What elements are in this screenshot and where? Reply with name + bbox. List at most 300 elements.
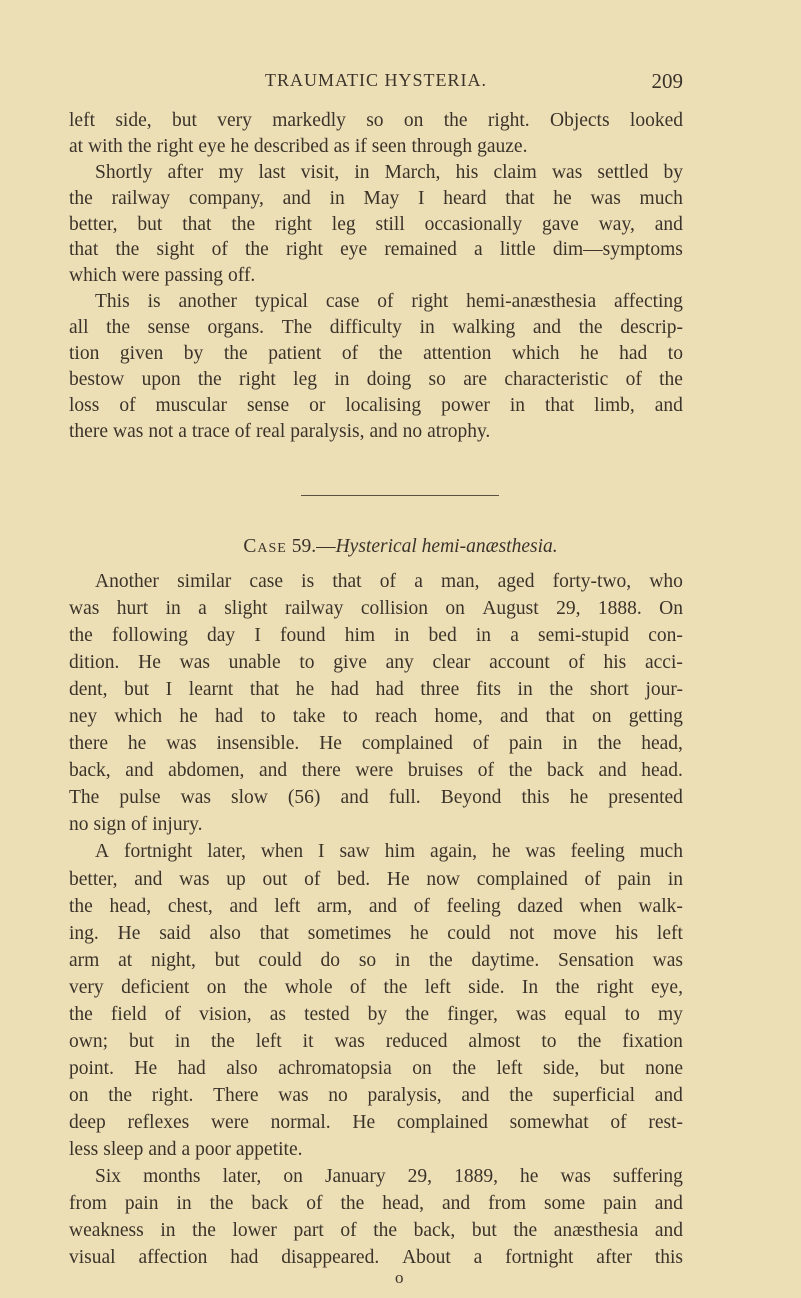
word: of xyxy=(568,652,585,674)
word: a xyxy=(474,239,483,261)
word: The xyxy=(281,317,313,339)
text-line xyxy=(69,1190,683,1217)
word: back, xyxy=(413,1220,456,1242)
word: in xyxy=(174,1030,190,1052)
word: had xyxy=(230,1247,259,1269)
word: In xyxy=(521,976,539,998)
word: a xyxy=(198,598,207,620)
text-line xyxy=(69,676,683,703)
text-line xyxy=(69,595,683,622)
word: given xyxy=(119,343,164,365)
word: is xyxy=(147,291,161,313)
word: to xyxy=(342,706,358,728)
word: left xyxy=(255,1030,282,1052)
word: paralysis, xyxy=(290,420,365,442)
word: in xyxy=(394,949,411,971)
word: the xyxy=(69,895,93,917)
word: was xyxy=(525,841,556,863)
word: case xyxy=(325,291,360,313)
word: and xyxy=(598,760,627,782)
word: sense xyxy=(246,394,290,416)
word: August xyxy=(482,598,539,620)
word: I xyxy=(318,841,325,863)
text-line xyxy=(69,1001,683,1028)
word: left xyxy=(69,110,95,131)
word: fixation xyxy=(622,1030,683,1052)
word: arm, xyxy=(316,895,353,917)
word: later, xyxy=(222,1166,262,1188)
text-line xyxy=(69,866,683,893)
text-line xyxy=(69,703,683,730)
word: said xyxy=(159,922,191,944)
word: in xyxy=(160,1220,176,1242)
word: unable xyxy=(228,652,281,674)
word: the xyxy=(383,976,408,998)
word: also xyxy=(209,922,241,944)
word: looked xyxy=(629,110,683,131)
text-line xyxy=(69,341,683,367)
word: he xyxy=(127,733,147,755)
word: that xyxy=(182,213,212,235)
text-line xyxy=(69,160,683,186)
word: and xyxy=(369,420,398,442)
word: slow xyxy=(231,787,268,809)
word: saw xyxy=(339,841,370,863)
word: the xyxy=(108,1084,133,1106)
word: trace xyxy=(191,420,230,442)
word: vision, xyxy=(199,1003,252,1025)
word: con- xyxy=(648,625,683,647)
word: remained xyxy=(384,239,457,261)
word: at xyxy=(69,135,84,157)
text-line xyxy=(69,212,683,238)
word: all xyxy=(69,317,89,339)
text-line xyxy=(69,1028,683,1055)
page-number: 209 xyxy=(651,69,683,93)
word: there xyxy=(69,733,108,755)
word: left xyxy=(656,922,683,944)
word: in xyxy=(176,1193,192,1215)
word: of xyxy=(477,760,494,782)
word: and xyxy=(654,213,683,235)
text-line xyxy=(69,1082,683,1109)
word: eye, xyxy=(651,976,683,998)
word: of xyxy=(164,1003,181,1025)
word: was xyxy=(515,1003,547,1025)
word: gauze. xyxy=(477,135,528,157)
text-line xyxy=(69,134,683,160)
word: right xyxy=(411,291,449,313)
word: railway xyxy=(111,187,171,209)
word: the xyxy=(373,1220,398,1242)
word: a xyxy=(510,625,519,647)
word: in xyxy=(562,733,578,755)
word: on xyxy=(403,110,424,131)
word: sometimes xyxy=(307,922,392,944)
word: reduced xyxy=(385,1030,448,1052)
word: left xyxy=(424,976,451,998)
word: is xyxy=(301,571,315,592)
word: January xyxy=(324,1166,386,1188)
word: arm xyxy=(69,949,100,971)
word: and xyxy=(134,868,163,890)
word: the xyxy=(209,1193,234,1215)
word: give xyxy=(333,652,367,674)
word: to xyxy=(667,343,683,365)
word: pulse xyxy=(119,787,161,809)
word: side, xyxy=(542,1057,580,1079)
word: doing xyxy=(366,368,412,390)
running-header xyxy=(69,70,683,96)
word: right xyxy=(156,135,194,157)
word: and xyxy=(282,187,311,209)
word: the xyxy=(549,679,574,701)
case-label: Case xyxy=(243,536,287,557)
word: with xyxy=(88,135,123,157)
word: anæsthesia xyxy=(553,1220,639,1242)
word: About xyxy=(402,1247,451,1269)
word: little xyxy=(499,239,536,261)
word: The xyxy=(69,787,100,809)
word: so xyxy=(358,949,377,971)
word: complained xyxy=(476,868,568,890)
word: claim xyxy=(493,161,537,183)
word: sight xyxy=(156,239,195,261)
word: when xyxy=(579,895,622,917)
word: the xyxy=(340,1193,365,1215)
word: right xyxy=(275,213,312,235)
text-line xyxy=(69,649,683,676)
word: the xyxy=(223,343,248,365)
word: were xyxy=(121,265,160,287)
word: acci- xyxy=(644,652,683,674)
word: that xyxy=(259,922,289,944)
word: that xyxy=(332,571,362,592)
case-title: Hysterical hemi-anæsthesia. xyxy=(335,536,558,557)
word: and xyxy=(654,1193,683,1215)
word: eye xyxy=(340,239,368,261)
word: ney xyxy=(69,706,98,728)
word: if xyxy=(354,135,367,157)
word: the xyxy=(231,213,256,235)
text-line xyxy=(69,1217,683,1244)
word: the xyxy=(69,625,93,647)
word: This xyxy=(95,291,130,313)
word: normal. xyxy=(270,1111,331,1133)
word: out xyxy=(262,868,288,890)
word: he xyxy=(553,187,572,209)
word: power xyxy=(441,394,490,416)
word: 1888. xyxy=(597,598,642,620)
word: and xyxy=(229,895,258,917)
word: There xyxy=(213,1084,259,1106)
word: daytime. xyxy=(471,949,540,971)
word: field xyxy=(110,1003,147,1025)
text-line xyxy=(69,757,683,784)
word: the xyxy=(245,239,269,261)
word: which xyxy=(511,343,560,365)
word: insensible. xyxy=(216,733,300,755)
word: gave xyxy=(542,213,579,235)
word: in xyxy=(354,161,370,183)
word: the xyxy=(127,135,152,157)
word: were xyxy=(210,1111,249,1133)
text-line xyxy=(69,784,683,811)
word: that xyxy=(505,187,535,209)
word: do xyxy=(320,949,341,971)
word: slight xyxy=(224,598,268,620)
word: He xyxy=(134,1057,158,1079)
word: heard xyxy=(443,187,487,209)
text-block-lower xyxy=(69,568,683,1271)
word: left xyxy=(496,1057,523,1079)
word: was xyxy=(551,161,583,183)
word: presented xyxy=(608,787,683,809)
word: patient xyxy=(268,343,322,365)
word: the xyxy=(378,343,403,365)
word: I xyxy=(254,625,261,647)
word: he xyxy=(491,841,511,863)
word: that xyxy=(249,679,280,701)
word: complained xyxy=(396,1111,488,1133)
word: the xyxy=(508,760,533,782)
word: but xyxy=(599,1057,625,1079)
word: bruises xyxy=(407,760,464,782)
word: by xyxy=(663,161,683,183)
word: some xyxy=(543,1193,586,1215)
word: reach xyxy=(375,706,418,728)
word: and xyxy=(654,1084,683,1106)
word: not xyxy=(509,922,535,944)
word: was xyxy=(334,1030,365,1052)
word: was xyxy=(180,787,211,809)
word: but xyxy=(124,679,150,701)
word: a xyxy=(178,420,187,442)
word: right xyxy=(596,976,634,998)
word: side. xyxy=(468,976,505,998)
word: by xyxy=(367,1003,388,1025)
word: very xyxy=(217,110,252,131)
word: back xyxy=(251,1193,289,1215)
word: a xyxy=(473,1247,483,1269)
text-line xyxy=(69,1163,683,1190)
word: as xyxy=(269,1003,286,1025)
word: the xyxy=(509,1084,534,1106)
word: short xyxy=(589,679,629,701)
word: fits xyxy=(475,679,501,701)
word: up xyxy=(226,868,246,890)
word: of xyxy=(131,814,148,836)
word: dition. xyxy=(69,652,120,674)
word: and xyxy=(340,787,369,809)
word: Six xyxy=(95,1166,122,1188)
word: and xyxy=(532,317,562,339)
word: fortnight xyxy=(505,1247,574,1269)
word: right xyxy=(239,368,276,390)
word: settled xyxy=(597,161,649,183)
word: move xyxy=(553,922,597,944)
word: aged xyxy=(497,571,535,592)
word: the xyxy=(443,110,468,131)
word: none xyxy=(645,1057,683,1079)
word: suffering xyxy=(612,1166,683,1188)
word: leg xyxy=(331,213,356,235)
word: pain xyxy=(124,1193,159,1215)
word: much xyxy=(639,841,683,863)
word: On xyxy=(659,598,683,620)
word: hurt xyxy=(116,598,149,620)
word: equal xyxy=(564,1003,607,1025)
word: fortnight xyxy=(124,841,193,863)
word: way, xyxy=(598,213,635,235)
word: the xyxy=(197,368,222,390)
word: the xyxy=(69,187,93,209)
word: the xyxy=(405,1003,430,1025)
word: and xyxy=(500,706,529,728)
word: almost xyxy=(468,1030,521,1052)
word: attention xyxy=(423,343,492,365)
word: of xyxy=(413,895,430,917)
text-line xyxy=(69,730,683,757)
word: dazed xyxy=(517,895,563,917)
word: hemi-anæsthesia xyxy=(466,291,597,313)
word: pain xyxy=(617,868,652,890)
word: so xyxy=(366,110,384,131)
word: side, xyxy=(115,110,152,131)
word: was xyxy=(652,949,683,971)
word: and xyxy=(461,1084,490,1106)
word: head, xyxy=(641,733,683,755)
word: after xyxy=(596,1247,632,1269)
word: ing. xyxy=(69,922,99,944)
word: was xyxy=(278,1084,309,1106)
word: and xyxy=(148,1138,177,1160)
word: was xyxy=(112,420,144,442)
word: was xyxy=(590,187,621,209)
word: but xyxy=(128,1030,154,1052)
word: muscular xyxy=(155,394,227,416)
word: but xyxy=(137,213,163,235)
word: and xyxy=(654,394,683,416)
word: again, xyxy=(429,841,478,863)
word: back, xyxy=(69,760,111,782)
word: jour- xyxy=(645,679,683,701)
text-line xyxy=(69,1136,683,1163)
word: 29, xyxy=(556,598,581,620)
word: lower xyxy=(232,1220,277,1242)
word: the xyxy=(106,317,130,339)
word: the xyxy=(597,733,622,755)
word: of xyxy=(610,1111,627,1133)
word: of xyxy=(379,571,397,592)
text-line xyxy=(69,1109,683,1136)
word: he xyxy=(179,706,198,728)
word: now xyxy=(426,868,461,890)
word: day xyxy=(207,625,236,647)
word: complained xyxy=(361,733,453,755)
word: case xyxy=(249,571,283,592)
word: less xyxy=(69,1138,99,1160)
text-line xyxy=(69,974,683,1001)
word: at xyxy=(118,949,133,971)
word: difficulty xyxy=(329,317,402,339)
word: feeling xyxy=(446,895,501,917)
word: he xyxy=(295,679,315,701)
running-title: TRAUMATIC HYSTERIA. xyxy=(264,70,487,90)
word: home, xyxy=(434,706,483,728)
word: the xyxy=(577,1030,602,1052)
word: and xyxy=(125,760,154,782)
word: of xyxy=(340,1220,357,1242)
word: of xyxy=(584,868,601,890)
word: Beyond xyxy=(440,787,502,809)
word: but xyxy=(471,1220,497,1242)
word: or xyxy=(309,394,326,416)
word: he xyxy=(230,135,249,157)
word: not xyxy=(148,420,174,442)
word: right. xyxy=(151,1084,194,1106)
word: to xyxy=(260,706,276,728)
word: the xyxy=(659,368,683,390)
word: head, xyxy=(382,1193,424,1215)
word: in xyxy=(329,187,345,209)
word: leg xyxy=(293,368,317,390)
word: take xyxy=(292,706,326,728)
text-line xyxy=(69,1244,683,1271)
word: and xyxy=(654,1220,683,1242)
word: his xyxy=(455,161,479,183)
word: loss xyxy=(69,394,100,416)
word: no xyxy=(328,1084,348,1106)
word: 1889, xyxy=(454,1166,498,1188)
word: pain xyxy=(603,1193,637,1215)
word: after xyxy=(167,161,204,183)
word: very xyxy=(69,976,104,998)
word: a xyxy=(181,1138,191,1160)
word: this xyxy=(521,787,550,809)
word: were xyxy=(355,760,394,782)
word: and xyxy=(259,760,288,782)
word: following xyxy=(112,625,188,647)
signature-mark: o xyxy=(395,1268,404,1287)
text-line xyxy=(69,893,683,920)
word: of xyxy=(349,976,367,998)
word: railway xyxy=(284,598,344,620)
word: to xyxy=(299,652,315,674)
word: right. xyxy=(487,110,530,131)
word: occasionally xyxy=(424,213,523,235)
word: which xyxy=(114,706,163,728)
word: he xyxy=(410,922,429,944)
word: localising xyxy=(345,394,422,416)
text-line xyxy=(69,108,683,134)
word: described xyxy=(253,135,329,157)
word: from xyxy=(69,1193,107,1215)
text-line xyxy=(69,237,683,263)
word: night, xyxy=(150,949,196,971)
word: this xyxy=(654,1247,683,1269)
word: rest- xyxy=(648,1111,683,1133)
word: three xyxy=(420,679,460,701)
word: are xyxy=(463,368,487,390)
word: in xyxy=(334,368,350,390)
text-line xyxy=(69,1055,683,1082)
text-line xyxy=(69,289,683,315)
word: of xyxy=(472,733,489,755)
word: He xyxy=(117,922,141,944)
word: semi-stupid xyxy=(538,625,630,647)
word: but xyxy=(171,110,197,131)
